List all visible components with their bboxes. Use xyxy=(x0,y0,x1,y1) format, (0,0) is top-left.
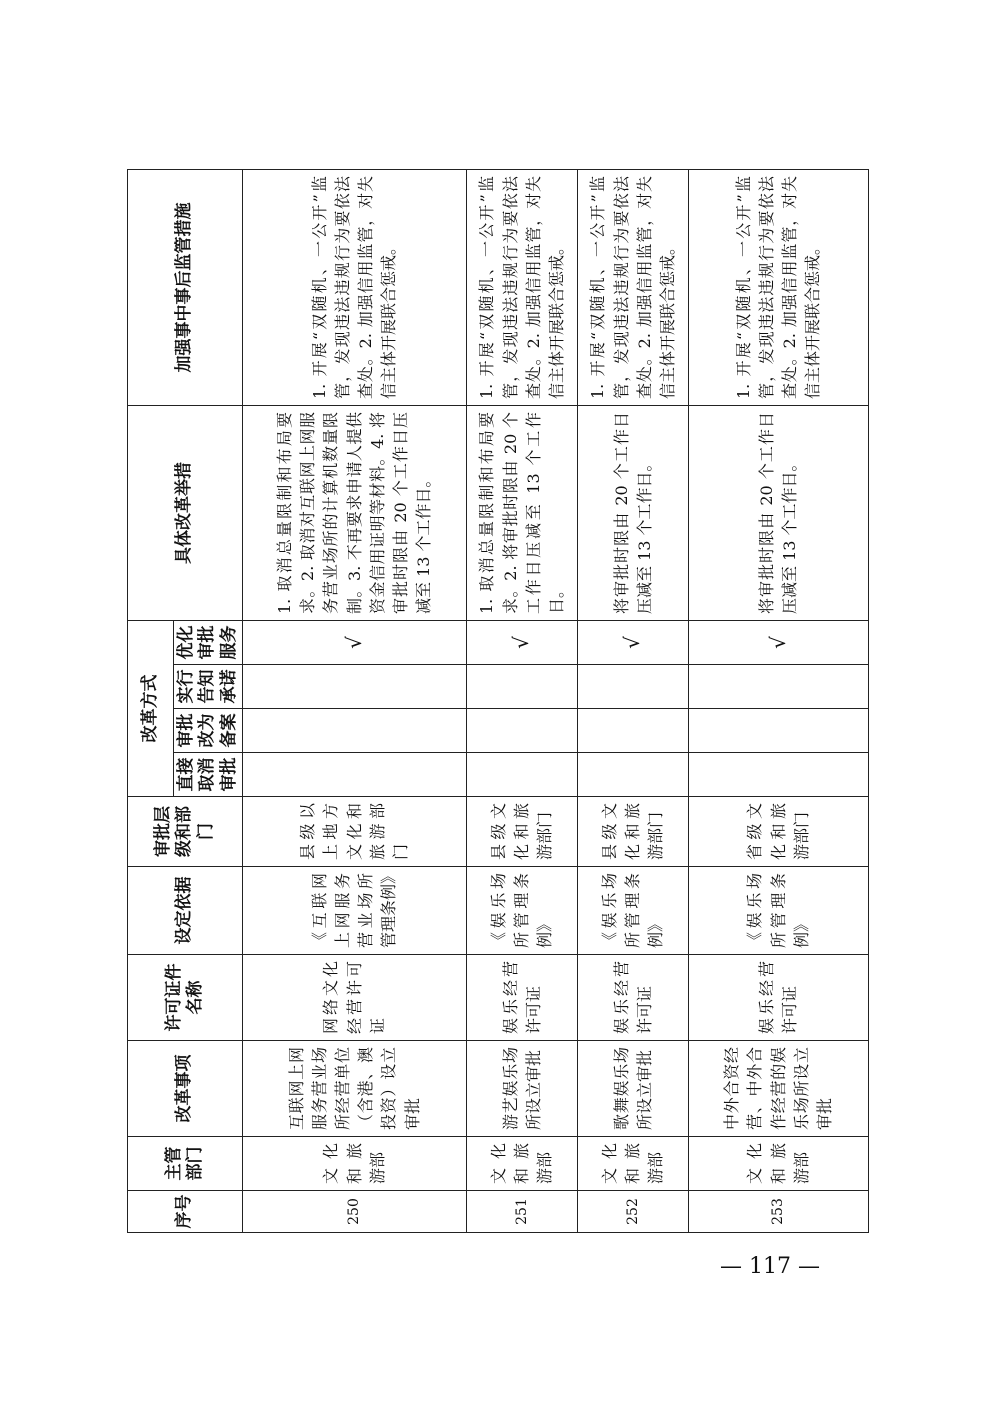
cell-supervision: 1. 开展“双随机、一公开”监管，发现违法违规行为要依法查处。2. 加强信用监管，对失信主体开展联合惩戒。 xyxy=(466,170,577,406)
cell-supervision: 1. 开展“双随机、一公开”监管，发现违法违规行为要依法查处。2. 加强信用监管，对失信主体开展联合惩戒。 xyxy=(577,170,688,406)
cell-basis: 《娱乐场所管理条例》 xyxy=(688,867,868,955)
cell-cancel xyxy=(466,753,577,797)
header-method-cancel: 直接取消审批 xyxy=(174,753,243,797)
cell-notify xyxy=(242,665,466,709)
cell-optimize-check: √ xyxy=(688,621,868,665)
cell-seq: 251 xyxy=(466,1191,577,1233)
cell-dept: 文化和旅游部 xyxy=(466,1137,577,1191)
cell-level: 县级文化和旅游部门 xyxy=(577,797,688,867)
cell-item: 互联网上网服务营业场所经营单位（含港、澳投资）设立审批 xyxy=(242,1041,466,1137)
cell-seq: 253 xyxy=(688,1191,868,1233)
header-measures: 具体改革举措 xyxy=(128,406,243,621)
header-level: 审批层级和部门 xyxy=(128,797,243,867)
table-row xyxy=(466,170,577,1233)
cell-optimize-check: √ xyxy=(242,621,466,665)
cell-filing xyxy=(688,709,868,753)
cell-license: 娱乐经营许可证 xyxy=(466,955,577,1041)
cell-cancel xyxy=(688,753,868,797)
cell-level: 县级文化和旅游部门 xyxy=(466,797,577,867)
cell-measures: 1. 取消总量限制和布局要求。2. 将审批时限由 20 个工作日压减至 13 个工作日。 xyxy=(466,406,577,621)
header-method-notify: 实行告知承诺 xyxy=(174,665,243,709)
page-number: — 117 — xyxy=(720,1254,820,1279)
cell-license: 娱乐经营许可证 xyxy=(577,955,688,1041)
header-dept: 主管部门 xyxy=(128,1137,243,1191)
header-method-group: 改革方式 xyxy=(128,621,174,797)
cell-seq: 250 xyxy=(242,1191,466,1233)
header-method-optimize: 优化审批服务 xyxy=(174,621,243,665)
cell-license: 娱乐经营许可证 xyxy=(688,955,868,1041)
cell-seq: 252 xyxy=(577,1191,688,1233)
cell-notify xyxy=(577,665,688,709)
cell-filing xyxy=(466,709,577,753)
cell-dept: 文化和旅游部 xyxy=(688,1137,868,1191)
cell-item: 中外合资经营、中外合作经营的娱乐场所设立审批 xyxy=(688,1041,868,1137)
cell-filing xyxy=(242,709,466,753)
reform-table xyxy=(127,169,869,1233)
cell-measures: 将审批时限由 20 个工作日压减至 13 个工作日。 xyxy=(688,406,868,621)
header-license: 许可证件名称 xyxy=(128,955,243,1041)
table-row xyxy=(577,170,688,1233)
table-row xyxy=(688,170,868,1233)
cell-dept: 文化和旅游部 xyxy=(577,1137,688,1191)
header-seq: 序号 xyxy=(128,1191,243,1233)
header-supervision: 加强事中事后监管措施 xyxy=(128,170,243,406)
cell-basis: 《互联网上网服务营业场所管理条例》 xyxy=(242,867,466,955)
table-rotator xyxy=(127,170,839,1233)
header-basis: 设定依据 xyxy=(128,867,243,955)
cell-basis: 《娱乐场所管理条例》 xyxy=(577,867,688,955)
cell-notify xyxy=(466,665,577,709)
header-row-1 xyxy=(128,170,174,1233)
cell-cancel xyxy=(242,753,466,797)
cell-level: 省级文化和旅游部门 xyxy=(688,797,868,867)
cell-measures: 将审批时限由 20 个工作日压减至 13 个工作日。 xyxy=(577,406,688,621)
cell-supervision: 1. 开展“双随机、一公开”监管，发现违法违规行为要依法查处。2. 加强信用监管，对失信主体开展联合惩戒。 xyxy=(688,170,868,406)
table-row xyxy=(242,170,466,1233)
cell-filing xyxy=(577,709,688,753)
cell-item: 游艺娱乐场所设立审批 xyxy=(466,1041,577,1137)
cell-supervision: 1. 开展“双随机、一公开”监管，发现违法违规行为要依法查处。2. 加强信用监管，对失信主体开展联合惩戒。 xyxy=(242,170,466,406)
cell-basis: 《娱乐场所管理条例》 xyxy=(466,867,577,955)
cell-cancel xyxy=(577,753,688,797)
header-item: 改革事项 xyxy=(128,1041,243,1137)
cell-optimize-check: √ xyxy=(466,621,577,665)
rotated-table-container xyxy=(127,170,839,1233)
cell-license: 网络文化经营许可证 xyxy=(242,955,466,1041)
cell-level: 县级以上地方文化和旅游部门 xyxy=(242,797,466,867)
cell-dept: 文化和旅游部 xyxy=(242,1137,466,1191)
cell-notify xyxy=(688,665,868,709)
header-method-filing: 审批改为备案 xyxy=(174,709,243,753)
cell-item: 歌舞娱乐场所设立审批 xyxy=(577,1041,688,1137)
cell-measures: 1. 取消总量限制和布局要求。2. 取消对互联网上网服务营业场所的计算机数量限制。3. 不再要求申请人提供资金信用证明等材料。4. 将审批时限由 20 个工作日压减至 13 个工作日。 xyxy=(242,406,466,621)
cell-optimize-check: √ xyxy=(577,621,688,665)
